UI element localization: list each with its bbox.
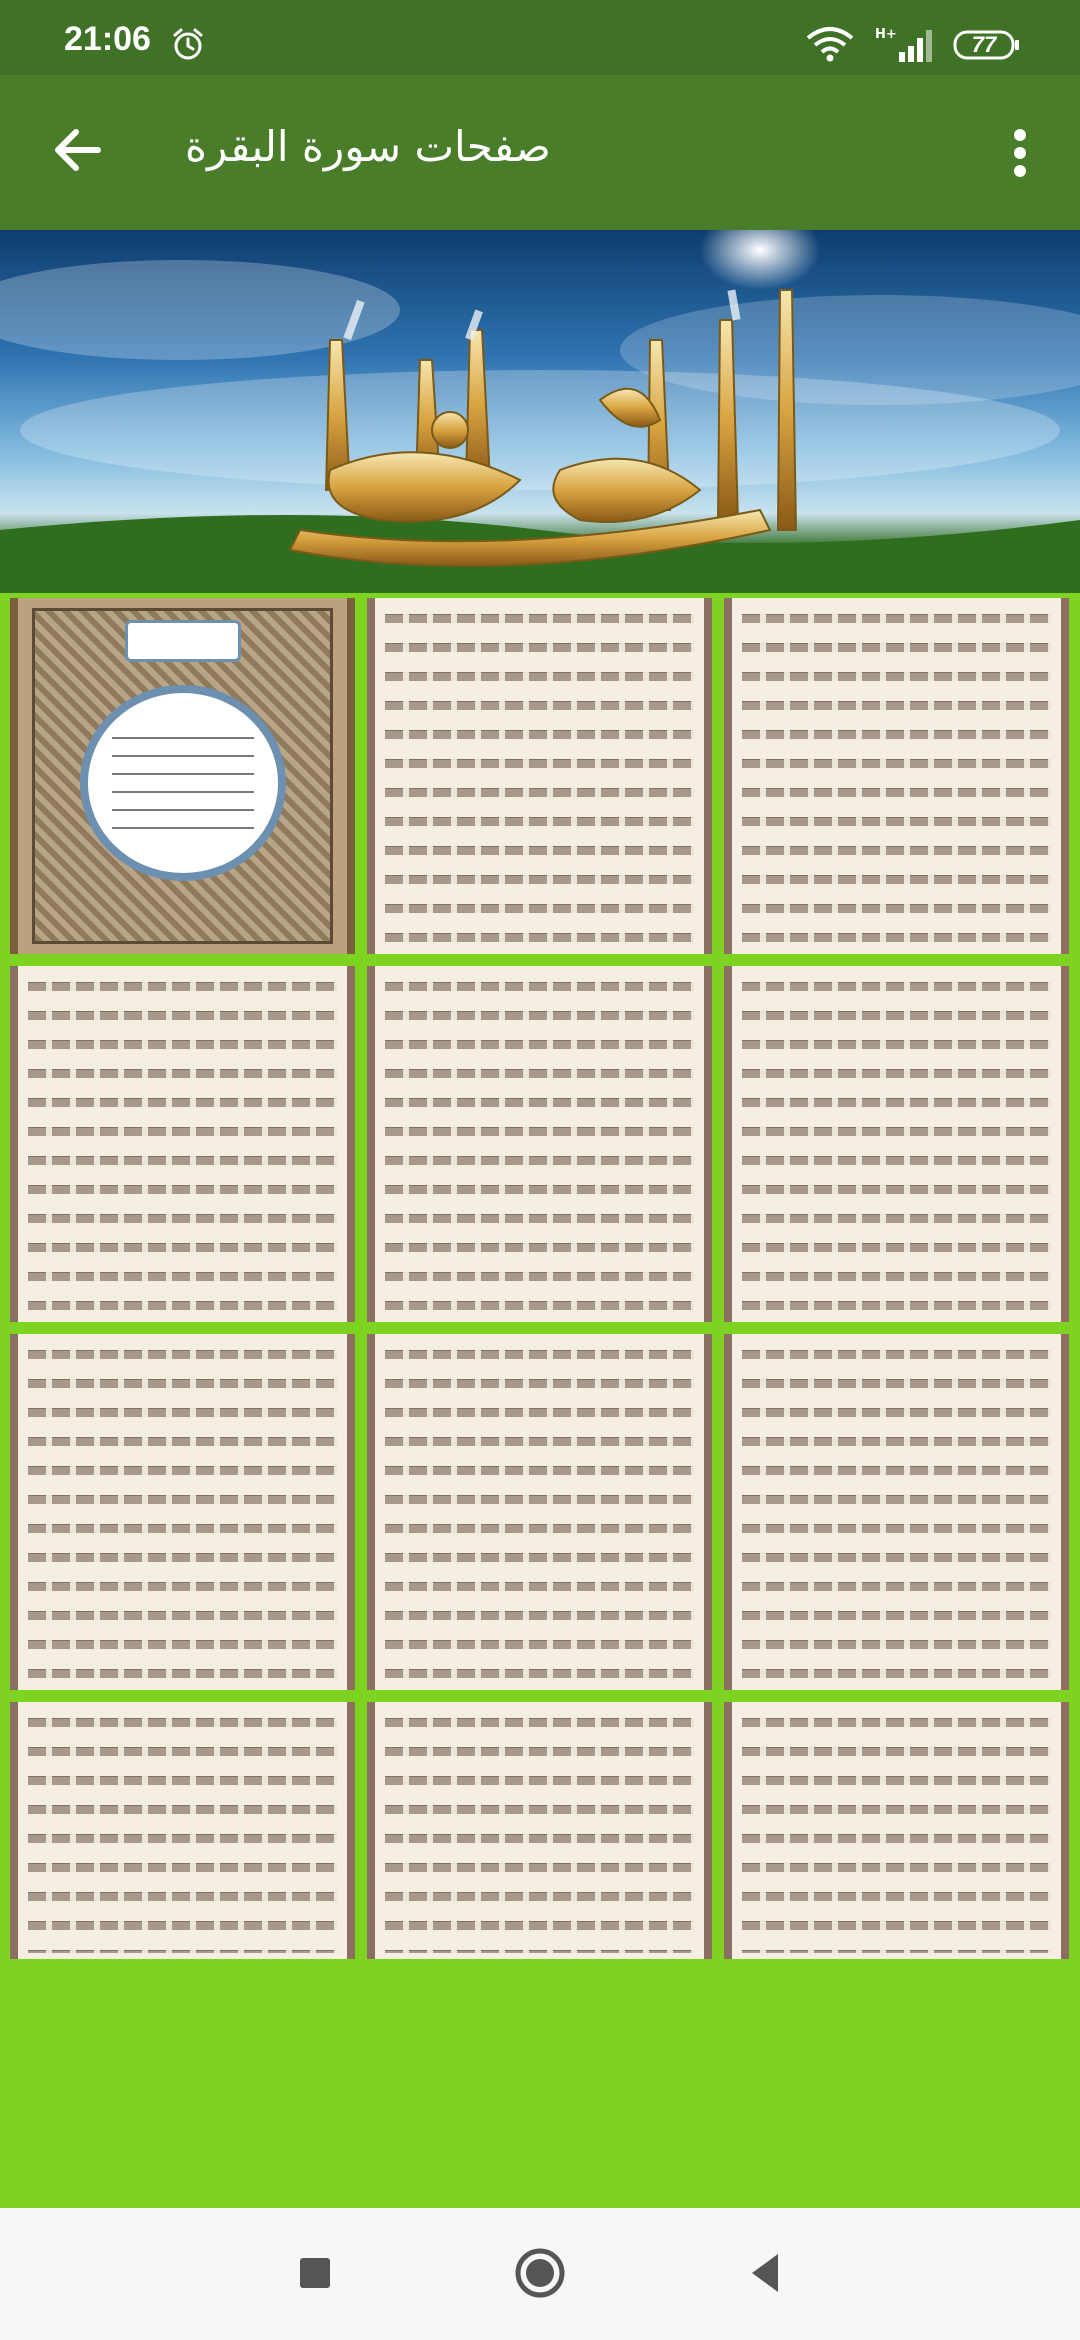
- calligraphy-banner: [0, 230, 1080, 593]
- signal-icon: [875, 24, 937, 64]
- wifi-icon: [805, 26, 855, 62]
- status-bar: [0, 0, 1080, 75]
- back-nav-button[interactable]: [730, 2238, 800, 2308]
- alarm-icon: [170, 26, 206, 62]
- page-thumbnail-1[interactable]: [10, 598, 355, 954]
- page-thumbnail-8[interactable]: [367, 1334, 712, 1690]
- recents-button[interactable]: [280, 2238, 350, 2308]
- system-nav-bar: [0, 2208, 1080, 2340]
- page-thumbnail-12[interactable]: [724, 1702, 1069, 1959]
- cover-medallion: [80, 685, 286, 881]
- page-thumbnail-2[interactable]: [367, 598, 712, 954]
- home-button[interactable]: [505, 2238, 575, 2308]
- page-title: صفحات سورة البقرة: [185, 122, 551, 171]
- page-thumbnail-5[interactable]: [367, 966, 712, 1322]
- battery-level: 77: [971, 32, 997, 57]
- svg-text:H+: H+: [875, 27, 897, 42]
- page-thumbnail-11[interactable]: [367, 1702, 712, 1959]
- page-thumbnail-7[interactable]: [10, 1334, 355, 1690]
- page-thumbnail-3[interactable]: [724, 598, 1069, 954]
- page-thumbnail-10[interactable]: [10, 1702, 355, 1959]
- page-thumbnail-6[interactable]: [724, 966, 1069, 1322]
- status-time: 21:06: [64, 20, 151, 58]
- page-grid: [0, 593, 1080, 1963]
- surah-header: [125, 620, 241, 662]
- more-vert-icon[interactable]: [990, 115, 1050, 191]
- arrow-back-icon[interactable]: [40, 112, 116, 188]
- page-thumbnail-9[interactable]: [724, 1334, 1069, 1690]
- page-thumbnail-4[interactable]: [10, 966, 355, 1322]
